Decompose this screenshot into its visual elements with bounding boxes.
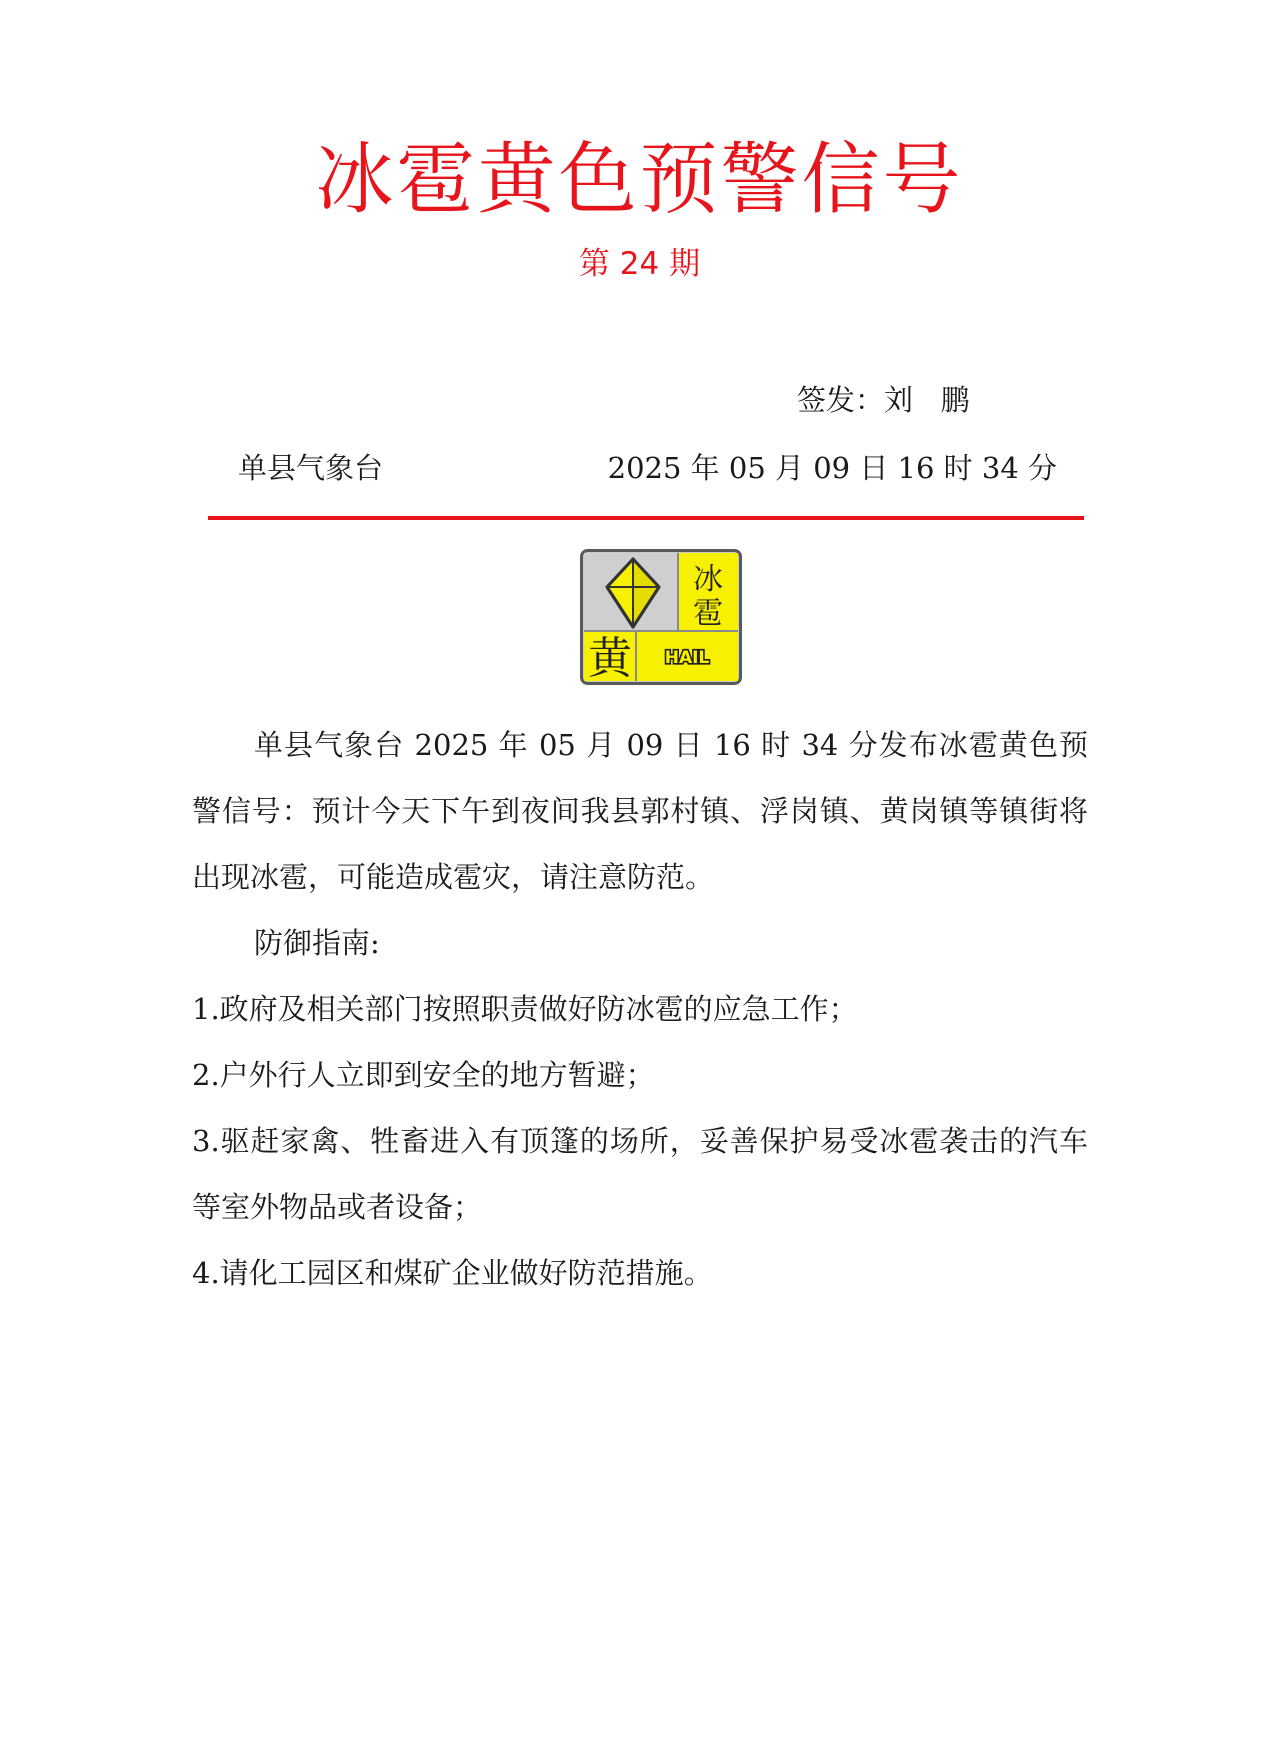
icon-type-char-1: 冰 [693,562,723,597]
issuing-organization: 单县气象台 [238,451,384,485]
guide-item-3: 3.驱赶家禽、牲畜进入有顶篷的场所，妥善保护易受冰雹袭击的汽车等室外物品或者设备； [192,1124,1088,1224]
document-title: 冰雹黄色预警信号 [315,135,964,225]
signer-line: 签发：刘 鹏 [797,383,970,417]
icon-level-char: 黄 [588,633,632,684]
hail-yellow-warning-icon [580,549,742,685]
issue-datetime: 2025 年 05 月 09 日 16 时 34 分 [607,451,1057,485]
icon-type-char-2: 雹 [693,596,723,631]
header-divider [208,516,1084,520]
guide-item-4: 4.请化工园区和煤矿企业做好防范措施。 [192,1256,713,1290]
warning-paragraph: 单县气象台 2025 年 05 月 09 日 16 时 34 分发布冰雹黄色预警信号：预计今天下午到夜间我县郭村镇、浮岗镇、黄岗镇等镇街将出现冰雹，可能造成雹灾，请注意防范。 [192,728,1088,894]
issue-number: 第 24 期 [578,246,701,282]
guide-item-2: 2.户外行人立即到安全的地方暂避； [192,1058,655,1092]
guide-item-1: 1.政府及相关部门按照职责做好防冰雹的应急工作； [192,992,858,1026]
document-body [192,712,1088,1306]
icon-label-en: HAIL [664,648,710,668]
guide-heading: 防御指南: [254,926,380,960]
